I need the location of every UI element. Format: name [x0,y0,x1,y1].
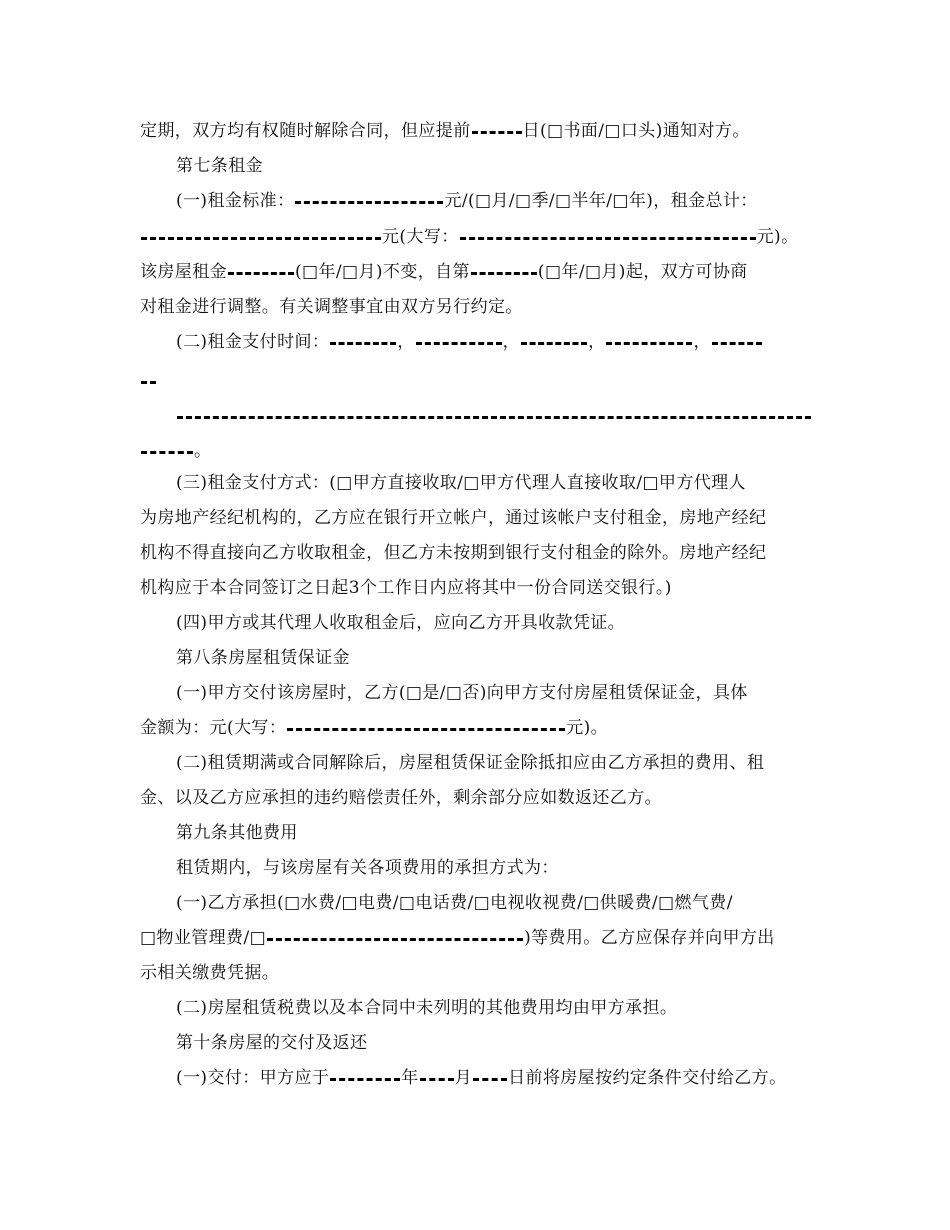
text-line: (一)乙方承担(□水费/□电费/□电话费/□电视收视费/□供暖费/□燃气费/ [176,893,733,913]
fill-blank [330,1078,400,1081]
text-line: 该房屋租金 (□年/□月)不变，自第 (□年/□月)起，双方可协商 [140,262,748,282]
text-line [176,405,812,427]
fill-blank [228,272,294,275]
text-line: 定期，双方均有权随时解除合同，但应提前 日(□书面/□口头)通知对方。 [140,121,750,141]
fill-blank [473,1078,507,1081]
fill-blank [471,272,537,275]
fill-blank [330,342,396,345]
article-heading: 第九条其他费用 [176,823,298,843]
text-line: (一)租金标准： 元/(□月/□季/□半年/□年)，租金总计： [176,191,758,211]
fill-blank [295,201,443,204]
article-heading: 第八条房屋租赁保证金 [176,648,350,668]
article-heading: 第十条房屋的交付及返还 [176,1033,368,1053]
fill-blank [460,237,756,240]
fill-blank [472,131,522,134]
text-line: (二)租金支付时间： ， ， ， ， [176,331,763,353]
text-line: 对租金进行调整。有关调整事宜由双方另行约定。 [140,297,523,317]
fill-blank [287,728,565,731]
fill-blank [141,451,193,454]
text-line: (四)甲方或其代理人收取租金后，应向乙方开具收款凭证。 [176,613,626,633]
text-line: 机构应于本合同签订之日起3个工作日内应将其中一份合同送交银行。) [140,578,672,598]
text-line [140,370,157,392]
fill-blank [712,342,762,345]
fill-blank [521,342,587,345]
text-line: (二)房屋租赁税费以及本合同中未列明的其他费用均由甲方承担。 [176,998,678,1018]
text-line: (一)甲方交付该房屋时，乙方(□是/□否)向甲方支付房屋租赁保证金，具体 [176,683,748,703]
fill-blank [606,342,692,345]
text-line: (三)租金支付方式：(□甲方直接收取/□甲方代理人直接收取/□甲方代理人 [176,473,746,493]
article-heading: 第七条租金 [176,156,263,176]
text-line: 租赁期内，与该房屋有关各项费用的承担方式为： [176,858,559,878]
fill-blank [416,342,502,345]
text-line: 。 [140,440,211,462]
fill-blank [177,416,811,419]
text-line: 示相关缴费凭据。 [140,963,280,983]
text-line: (二)租赁期满或合同解除后，房屋租赁保证金除抵扣应由乙方承担的费用、租 [176,753,765,773]
fill-blank [267,938,523,941]
text-line: 金、以及乙方应承担的违约赔偿责任外，剩余部分应如数返还乙方。 [140,788,662,808]
fill-blank [141,381,156,384]
text-line: 机构不得直接向乙方收取租金，但乙方未按期到银行支付租金的除外。房地产经纪 [140,543,767,563]
fill-blank [141,237,381,240]
text-line: □物业管理费/□ )等费用。乙方应保存并向甲方出 [140,928,775,948]
text-line: 金额为：元(大写： 元)。 [140,718,609,738]
text-line: (一)交付：甲方应于 年 月 日前将房屋按约定条件交付给乙方。 [176,1068,787,1088]
text-line: 元(大写： 元)。 [140,226,798,248]
text-line: 为房地产经纪机构的，乙方应在银行开立帐户，通过该帐户支付租金，房地产经纪 [140,508,767,528]
fill-blank [420,1078,454,1081]
